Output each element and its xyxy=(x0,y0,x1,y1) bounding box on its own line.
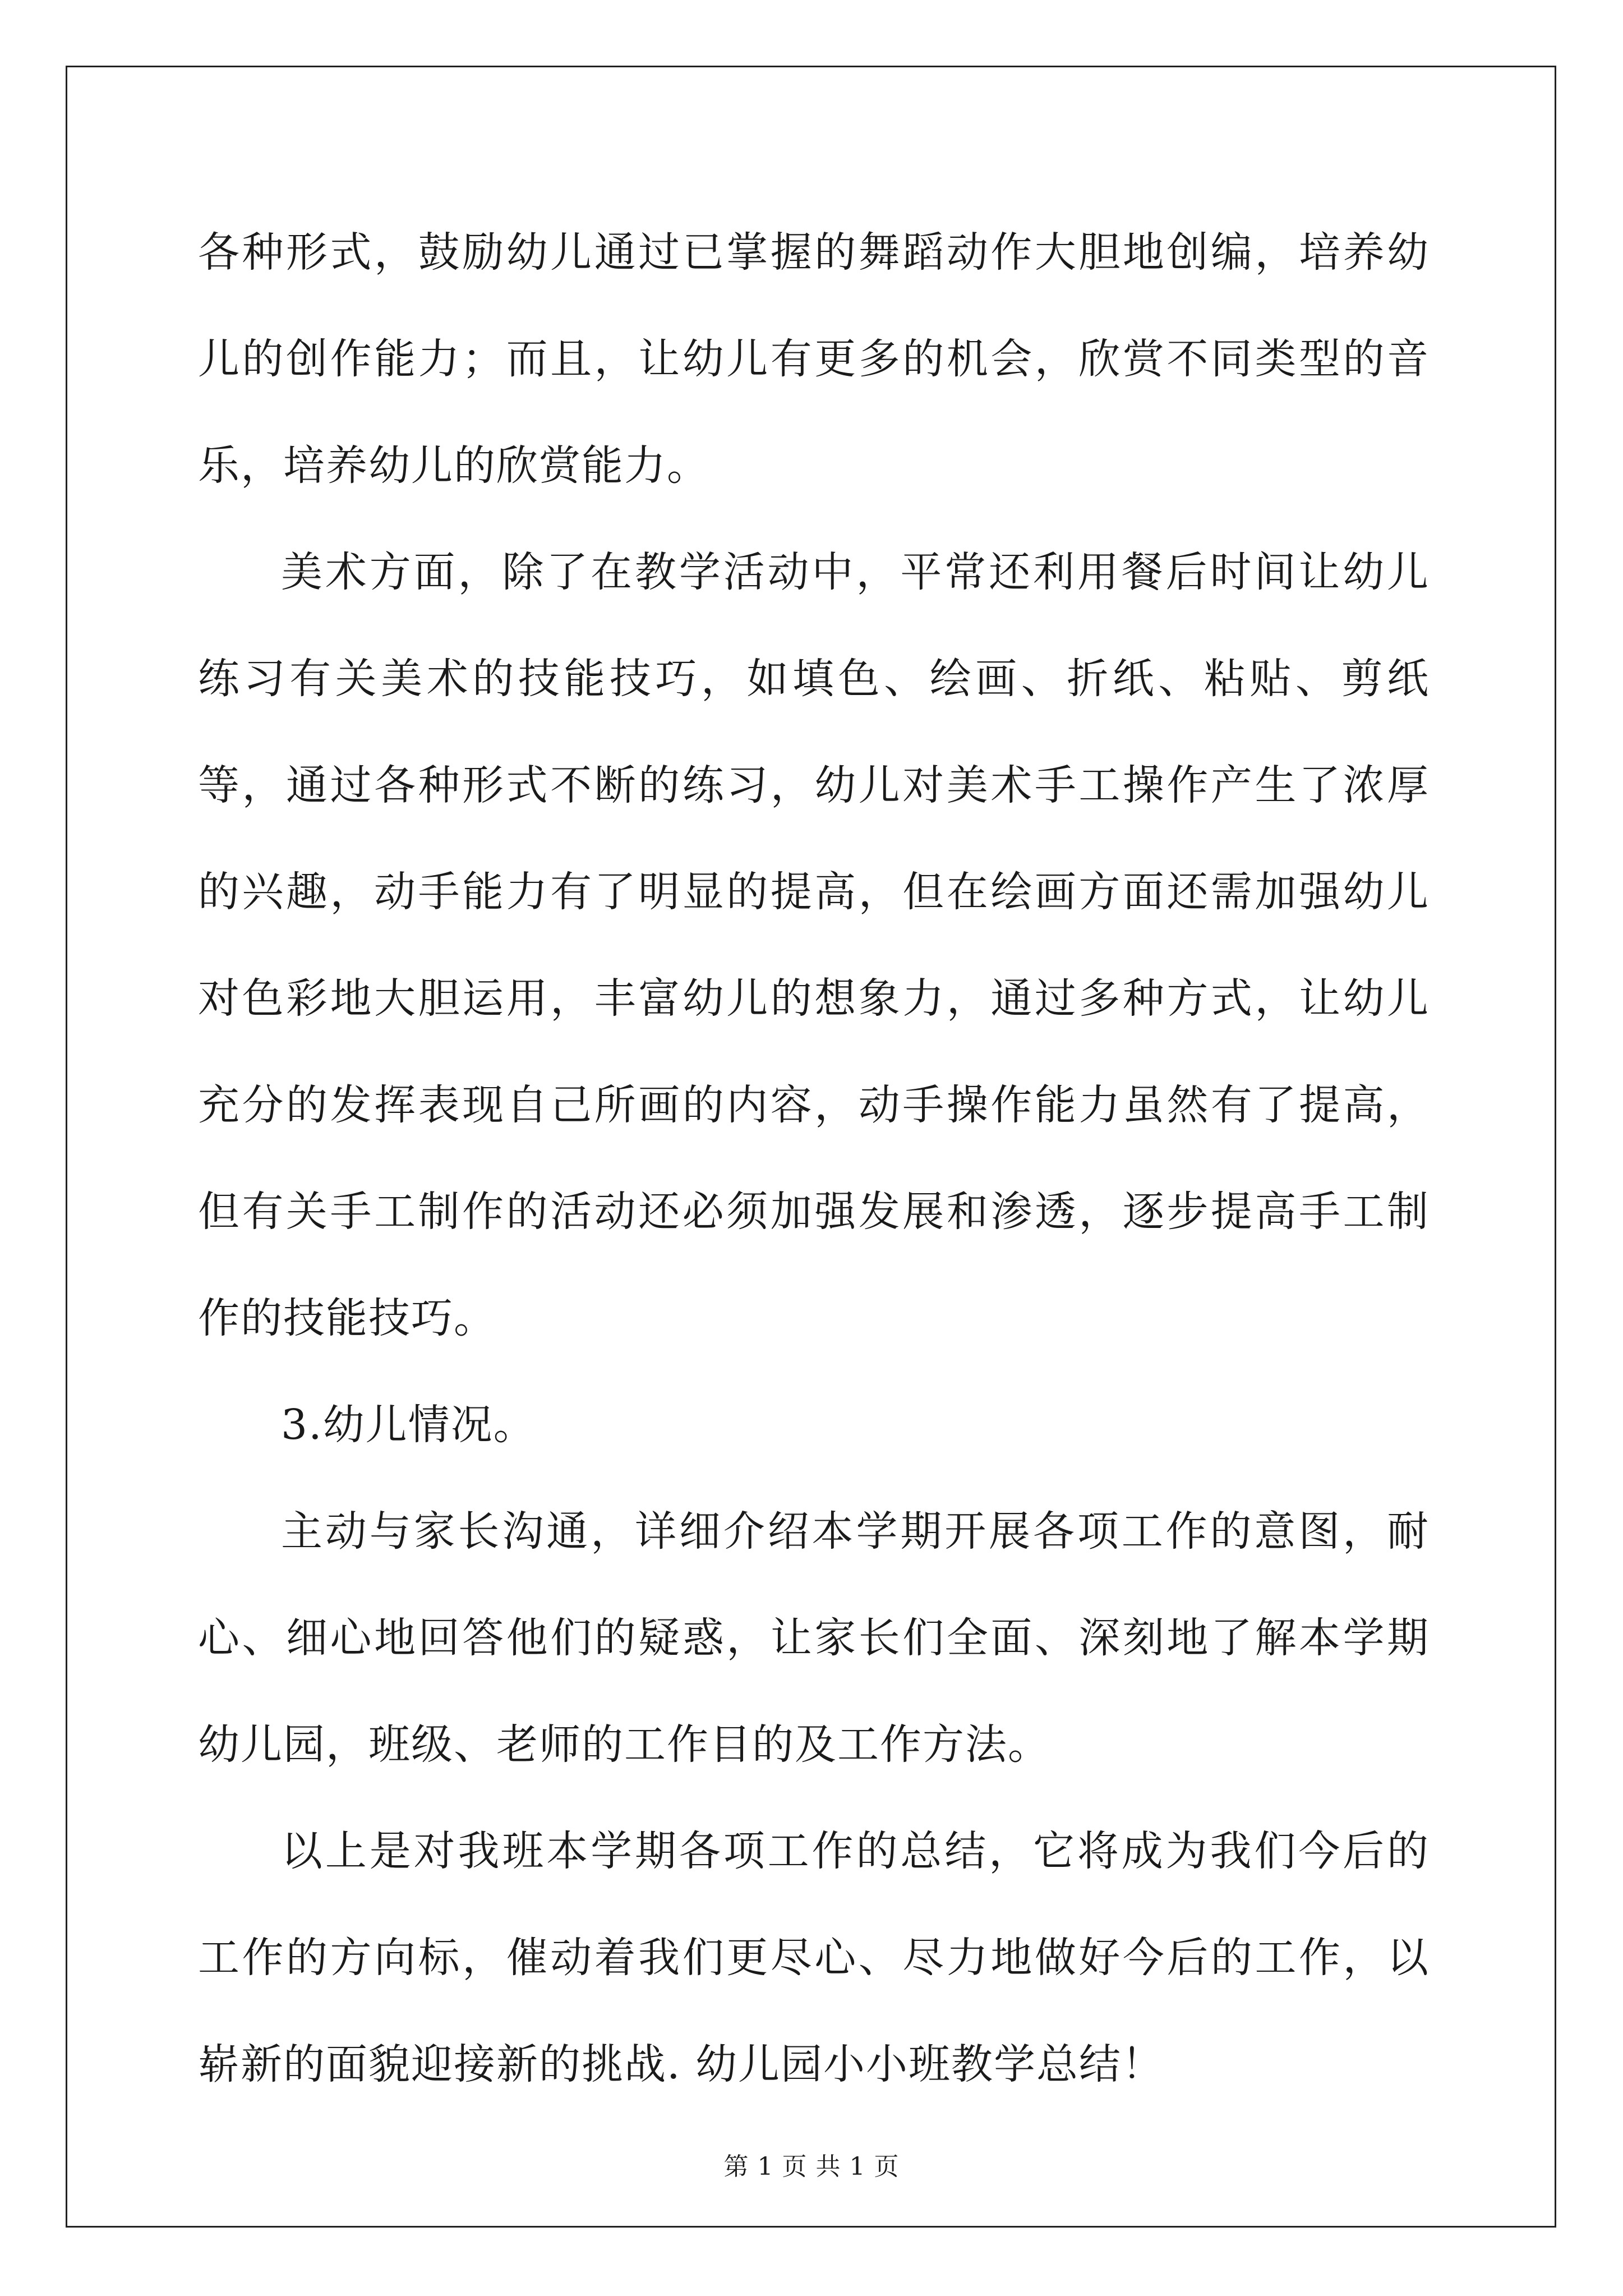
page-number-footer: 第 1 页 共 1 页 xyxy=(723,2152,900,2181)
section-heading-children: 3.幼儿情况。 xyxy=(281,1401,536,1449)
paragraph-conclusion: 以上是对我班本学期各项工作的总结，它将成为我们今后的工作的方向标，催动着我们更尽心、尽力地做好今后的工作，以崭新的面貌迎接新的挑战. 幼儿园小小班教学总结！ xyxy=(198,1827,1430,2088)
paragraph-parents: 主动与家长沟通，详细介绍本学期开展各项工作的意图，耐心、细心地回答他们的疑惑，让家长们全面、深刻地了解本学期幼儿园，班级、老师的工作目的及工作方法。 xyxy=(198,1507,1430,1769)
paragraph-continuation: 各种形式，鼓励幼儿通过已掌握的舞蹈动作大胆地创编，培养幼儿的创作能力；而且，让幼儿有更多的机会，欣赏不同类型的音乐，培养幼儿的欣赏能力。 xyxy=(198,228,1430,490)
paragraph-art: 美术方面，除了在教学活动中，平常还利用餐后时间让幼儿练习有关美术的技能技巧，如填色、绘画、折纸、粘贴、剪纸等，通过各种形式不断的练习，幼儿对美术手工操作产生了浓厚的兴趣，动手能力有了明显的提高，但在绘画方面还需加强幼儿对色彩地大胆运用，丰富幼儿的想象力，通过多种方式，让幼儿充分的发挥表现自己所画的内容，动手操作能力虽然有了提高，但有关手工制作的活动还必须加强发展和渗透，逐步提高手工制作的技能技巧。 xyxy=(198,548,1430,1342)
document-body xyxy=(198,199,1430,2118)
